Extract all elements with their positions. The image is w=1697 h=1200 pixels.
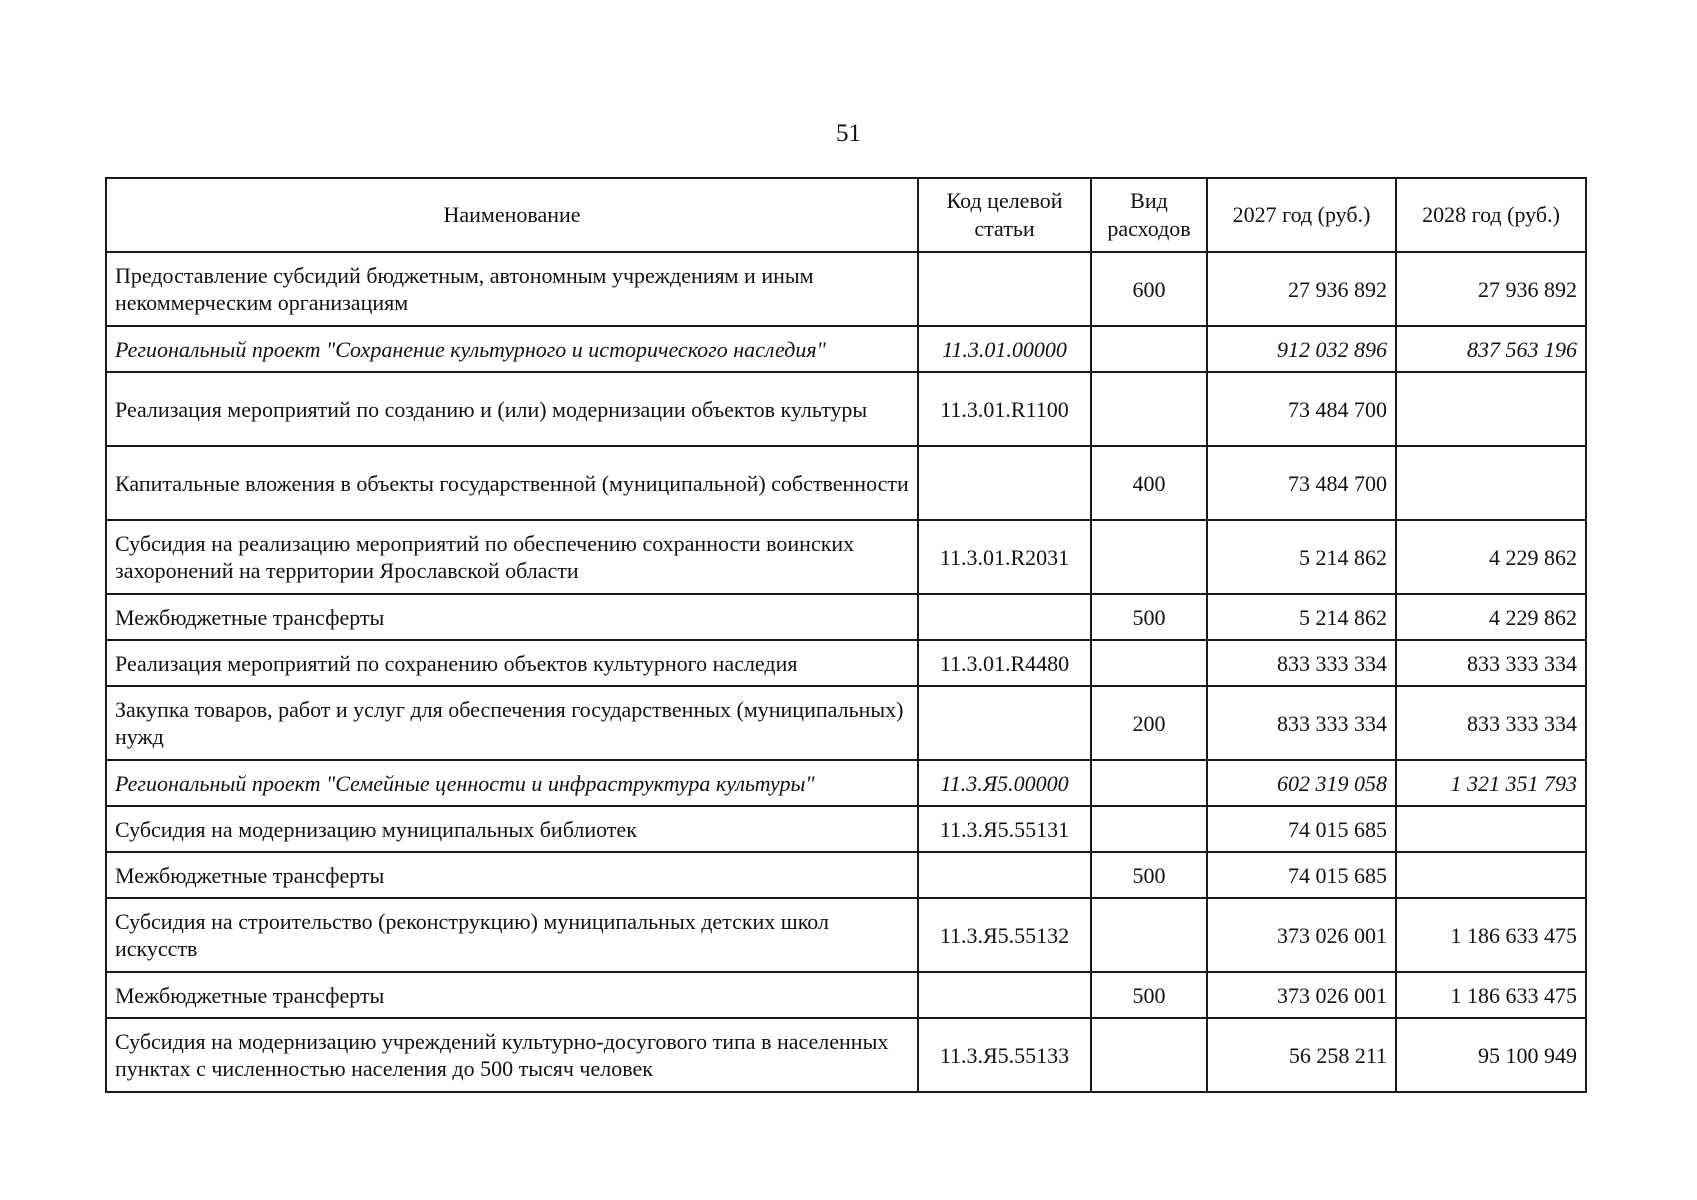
row-code: 11.3.01.00000 xyxy=(918,326,1091,372)
table-row xyxy=(106,972,1586,1018)
table-row xyxy=(106,326,1586,372)
table-row xyxy=(106,372,1586,446)
row-kind xyxy=(1091,520,1207,594)
row-2028 xyxy=(1396,806,1586,852)
table-row xyxy=(106,594,1586,640)
row-name: Субсидия на строительство (реконструкцию) муниципальных детских школ искусств xyxy=(106,898,918,972)
row-name: Субсидия на реализацию мероприятий по обеспечению сохранности воинских захоронений на территории Ярославской области xyxy=(106,520,918,594)
row-2027: 5 214 862 xyxy=(1207,520,1396,594)
row-name: Реализация мероприятий по созданию и (или) модернизации объектов культуры xyxy=(106,372,918,446)
row-kind: 500 xyxy=(1091,852,1207,898)
table-row xyxy=(106,446,1586,520)
header-kind: Вид расходов xyxy=(1091,178,1207,252)
row-2028: 27 936 892 xyxy=(1396,252,1586,326)
table-row xyxy=(106,852,1586,898)
row-2027: 833 333 334 xyxy=(1207,640,1396,686)
row-code xyxy=(918,686,1091,760)
table-header-row xyxy=(106,178,1586,252)
budget-table xyxy=(105,177,1587,1093)
row-kind: 200 xyxy=(1091,686,1207,760)
row-name: Закупка товаров, работ и услуг для обеспечения государственных (муниципальных) нужд xyxy=(106,686,918,760)
row-kind xyxy=(1091,760,1207,806)
row-2028: 837 563 196 xyxy=(1396,326,1586,372)
row-kind xyxy=(1091,898,1207,972)
row-kind xyxy=(1091,372,1207,446)
table-row xyxy=(106,252,1586,326)
row-kind xyxy=(1091,640,1207,686)
row-2028 xyxy=(1396,852,1586,898)
row-2028: 833 333 334 xyxy=(1396,686,1586,760)
row-name: Региональный проект "Семейные ценности и инфраструктура культуры" xyxy=(106,760,918,806)
row-2027: 74 015 685 xyxy=(1207,806,1396,852)
page-number: 51 xyxy=(836,120,861,147)
row-kind xyxy=(1091,806,1207,852)
row-2028: 833 333 334 xyxy=(1396,640,1586,686)
row-name: Предоставление субсидий бюджетным, автономным учреждениям и иным некоммерческим организациям xyxy=(106,252,918,326)
row-2027: 5 214 862 xyxy=(1207,594,1396,640)
row-code: 11.3.Я5.55131 xyxy=(918,806,1091,852)
row-2028: 1 186 633 475 xyxy=(1396,972,1586,1018)
row-kind xyxy=(1091,1018,1207,1092)
row-code xyxy=(918,252,1091,326)
row-name: Капитальные вложения в объекты государственной (муниципальной) собственности xyxy=(106,446,918,520)
row-2027: 74 015 685 xyxy=(1207,852,1396,898)
row-kind: 600 xyxy=(1091,252,1207,326)
table-row xyxy=(106,806,1586,852)
row-2028: 1 186 633 475 xyxy=(1396,898,1586,972)
row-2027: 73 484 700 xyxy=(1207,372,1396,446)
row-name: Субсидия на модернизацию учреждений культурно-досугового типа в населенных пунктах с численностью населения до 500 тысяч человек xyxy=(106,1018,918,1092)
row-2028: 4 229 862 xyxy=(1396,520,1586,594)
header-name: Наименование xyxy=(106,178,918,252)
table-row xyxy=(106,520,1586,594)
row-code: 11.3.Я5.00000 xyxy=(918,760,1091,806)
row-kind: 400 xyxy=(1091,446,1207,520)
row-2027: 602 319 058 xyxy=(1207,760,1396,806)
row-2027: 373 026 001 xyxy=(1207,972,1396,1018)
table-row xyxy=(106,640,1586,686)
row-2027: 56 258 211 xyxy=(1207,1018,1396,1092)
row-name: Региональный проект "Сохранение культурного и исторического наследия" xyxy=(106,326,918,372)
row-2028: 1 321 351 793 xyxy=(1396,760,1586,806)
row-code: 11.3.Я5.55132 xyxy=(918,898,1091,972)
row-2028 xyxy=(1396,446,1586,520)
row-name: Субсидия на модернизацию муниципальных библиотек xyxy=(106,806,918,852)
row-name: Межбюджетные трансферты xyxy=(106,594,918,640)
row-2027: 373 026 001 xyxy=(1207,898,1396,972)
row-code xyxy=(918,594,1091,640)
row-code xyxy=(918,852,1091,898)
row-kind: 500 xyxy=(1091,594,1207,640)
table-row xyxy=(106,1018,1586,1092)
row-2027: 27 936 892 xyxy=(1207,252,1396,326)
row-code: 11.3.01.R4480 xyxy=(918,640,1091,686)
row-code: 11.3.01.R2031 xyxy=(918,520,1091,594)
table-row xyxy=(106,898,1586,972)
row-2028 xyxy=(1396,372,1586,446)
row-name: Межбюджетные трансферты xyxy=(106,852,918,898)
table-row xyxy=(106,760,1586,806)
row-2027: 912 032 896 xyxy=(1207,326,1396,372)
row-2027: 833 333 334 xyxy=(1207,686,1396,760)
row-2027: 73 484 700 xyxy=(1207,446,1396,520)
row-name: Межбюджетные трансферты xyxy=(106,972,918,1018)
row-kind xyxy=(1091,326,1207,372)
header-code: Код целевой статьи xyxy=(918,178,1091,252)
row-code: 11.3.Я5.55133 xyxy=(918,1018,1091,1092)
row-name: Реализация мероприятий по сохранению объектов культурного наследия xyxy=(106,640,918,686)
row-code xyxy=(918,972,1091,1018)
table-row xyxy=(106,686,1586,760)
row-code xyxy=(918,446,1091,520)
row-code: 11.3.01.R1100 xyxy=(918,372,1091,446)
header-2027: 2027 год (руб.) xyxy=(1207,178,1396,252)
header-2028: 2028 год (руб.) xyxy=(1396,178,1586,252)
row-2028: 4 229 862 xyxy=(1396,594,1586,640)
row-2028: 95 100 949 xyxy=(1396,1018,1586,1092)
row-kind: 500 xyxy=(1091,972,1207,1018)
